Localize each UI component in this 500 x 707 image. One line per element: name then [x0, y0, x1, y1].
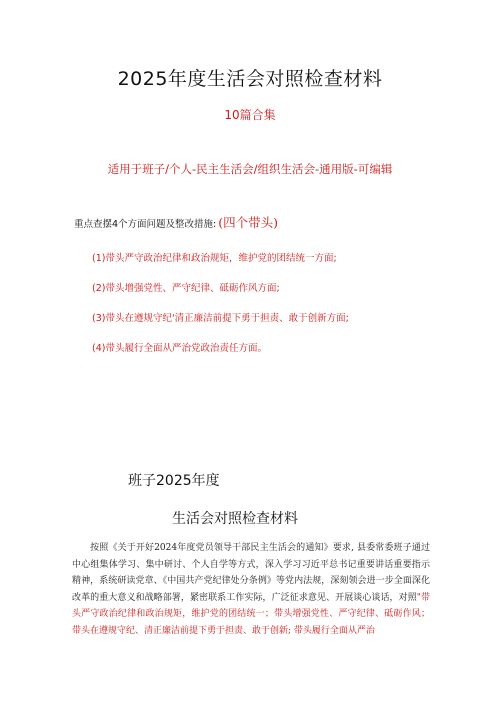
document-subtitle: 10篇合集 — [224, 108, 276, 122]
focus-item-2: (2)带头增强党性、严守纪律、砥砺作风方面; — [92, 283, 280, 294]
focus-item-3: (3)带头在遵规守纪'清正廉洁前提下勇于担责、敢于创新方面; — [92, 313, 349, 324]
body-plain-text: 按照《关于开好2024年度党员领导干部民主生活会的通知》要求, 县委常委班子通过中心组集体学习、集中研讨、个人自学等方式，深入学习习近平总书记重要讲话重要指示精神，系统研读党章、《中国共产党纪律处分条例》等党内法规，深刻领会进一步全面深化改革的重大意义和战略部署，紧密联系工作实际，广泛征求意见、开展谈心谈话，对照 — [72, 543, 430, 603]
applies-to-line: 适用于班子/个人-民主生活会/组织生活会-通用版-可编辑 — [107, 162, 393, 176]
focus-item-1: (1)带头严守政治纪律和政治规矩，维护党的团结统一方面; — [92, 253, 337, 264]
focus-tag: (四个带头) — [218, 215, 279, 230]
body-red-text: "带头严守政治纪律和政治规矩，维护党的团结统一；带头增强党性、严守纪律、砥砺作风；带头在遵规守纪、清正廉洁前提下勇于担责、敢于创新; 带头履行全面从严治 — [72, 592, 430, 636]
focus-item-4: (4)带头履行全面从严治党政治责任方面。 — [92, 343, 267, 354]
document-title: 2025年度生活会对照检查材料 — [117, 68, 383, 90]
section-heading-line-1: 班子2025年度 — [128, 473, 220, 489]
focus-lead: 重点查摆4个方面问题及整改措施: — [74, 219, 217, 230]
body-paragraph — [72, 540, 430, 640]
focus-intro — [74, 213, 278, 231]
section-heading-line-2: 生活会对照检查材料 — [172, 511, 298, 527]
